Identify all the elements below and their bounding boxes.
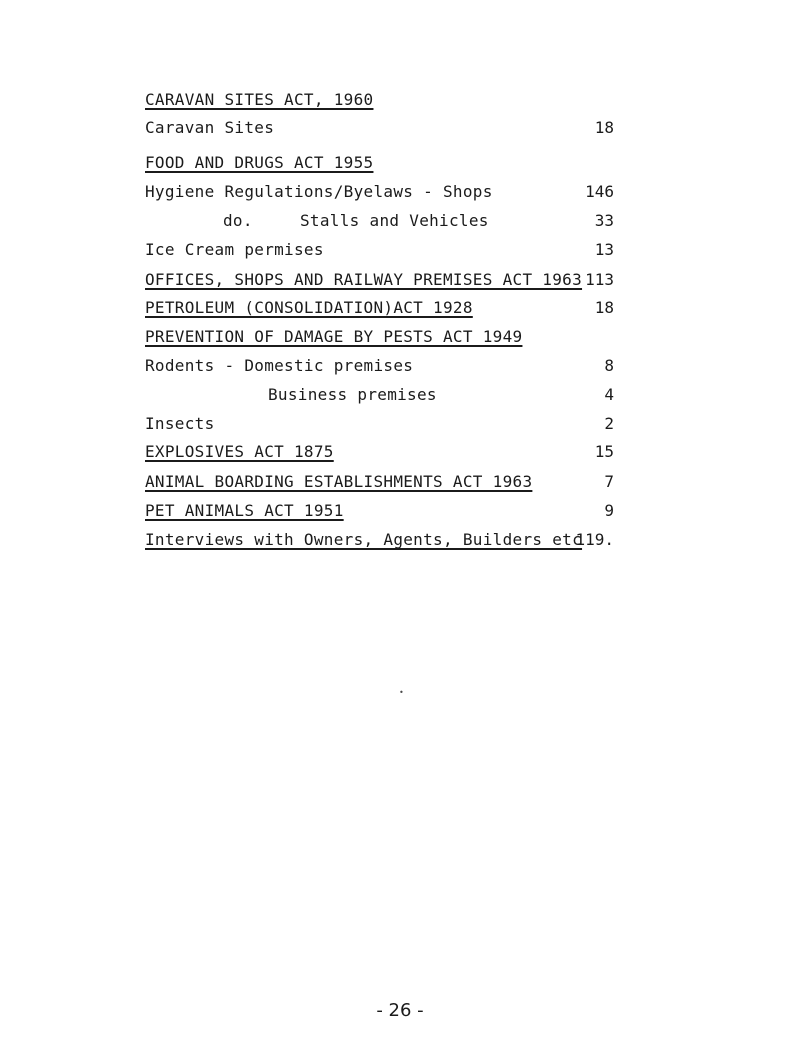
offices-shops-railway-value: 113	[585, 270, 614, 289]
ink-speck: •	[399, 688, 404, 697]
explosives-value: 15	[594, 442, 614, 461]
interviews-heading: Interviews with Owners, Agents, Builders etc	[145, 530, 583, 549]
page-number: - 26 -	[376, 1000, 424, 1021]
ditto-label: do.	[223, 211, 253, 230]
ice-cream-label: Ice Cream permises	[145, 240, 324, 259]
hygiene-shops-label: Hygiene Regulations/Byelaws - Shops	[145, 182, 493, 201]
interviews-value: 119.	[575, 530, 614, 549]
caravan-sites-label: Caravan Sites	[145, 118, 275, 137]
rodents-domestic-label: Rodents - Domestic premises	[145, 356, 414, 375]
insects-label: Insects	[145, 414, 215, 433]
pet-animals-act-heading: PET ANIMALS ACT 1951	[145, 501, 344, 520]
caravan-sites-act-heading: CARAVAN SITES ACT, 1960	[145, 90, 374, 109]
hygiene-shops-value: 146	[585, 182, 614, 201]
animal-boarding-value: 7	[604, 472, 614, 491]
food-drugs-act-heading: FOOD AND DRUGS ACT 1955	[145, 153, 374, 172]
pests-act-heading: PREVENTION OF DAMAGE BY PESTS ACT 1949	[145, 327, 523, 346]
business-premises-value: 4	[604, 385, 614, 404]
offices-shops-railway-act-heading: OFFICES, SHOPS AND RAILWAY PREMISES ACT 1963	[145, 270, 583, 289]
rodents-domestic-value: 8	[604, 356, 614, 375]
animal-boarding-act-heading: ANIMAL BOARDING ESTABLISHMENTS ACT 1963	[145, 472, 533, 491]
caravan-sites-value: 18	[594, 118, 614, 137]
insects-value: 2	[604, 414, 614, 433]
petroleum-act-heading: PETROLEUM (CONSOLIDATION)ACT 1928	[145, 298, 473, 317]
business-premises-label: Business premises	[268, 385, 437, 404]
ice-cream-value: 13	[594, 240, 614, 259]
explosives-act-heading: EXPLOSIVES ACT 1875	[145, 442, 334, 461]
petroleum-value: 18	[594, 298, 614, 317]
stalls-vehicles-label: Stalls and Vehicles	[300, 211, 489, 230]
stalls-vehicles-value: 33	[594, 211, 614, 230]
pet-animals-value: 9	[604, 501, 614, 520]
